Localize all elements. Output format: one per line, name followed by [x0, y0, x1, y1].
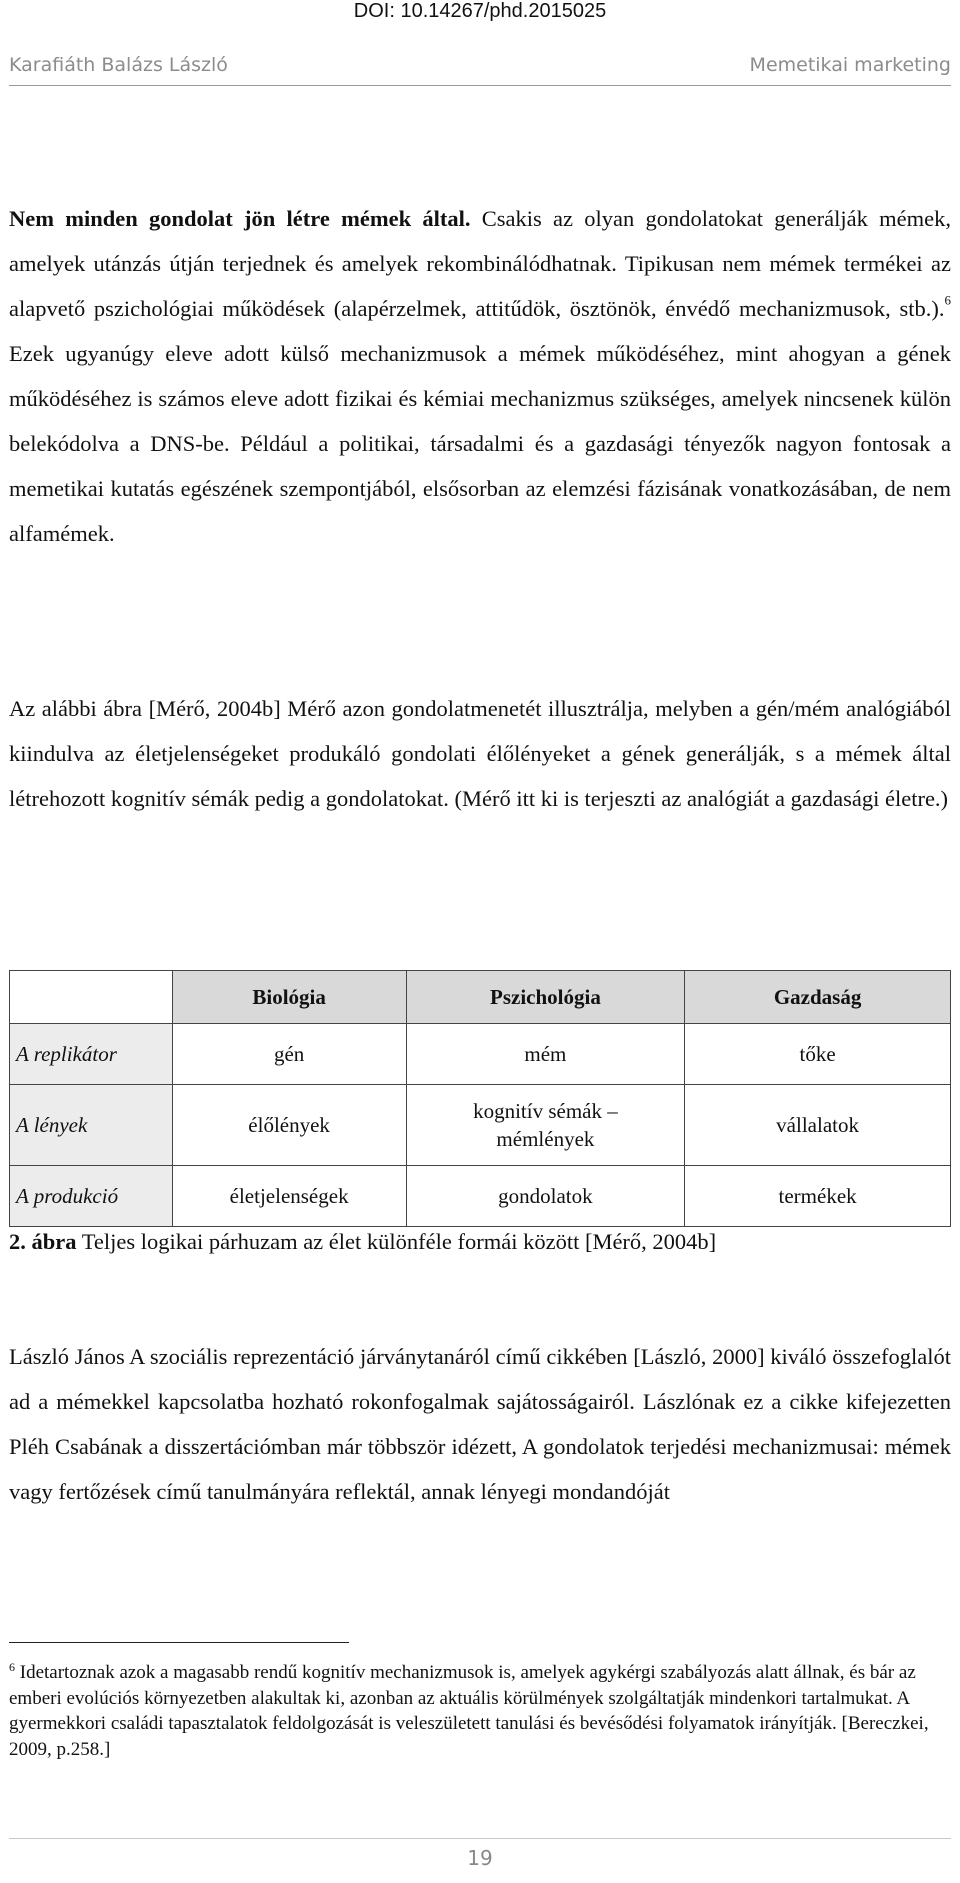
table-header-economy: Gazdaság [685, 971, 951, 1024]
paragraph-1-lead: Nem minden gondolat jön létre mémek által. [9, 206, 471, 231]
row-label: A produkció [10, 1166, 173, 1227]
footnote-text: Idetartoznak azok a magasabb rendű kognitív mechanizmusok is, amelyek agykérgi szabályozás alatt állnak, és bár az emberi evolúciós környezetben alakultak ki, azonban az aktuális körülmények szolgáltatják mindenkori tartalmukat. A gyermekkori családi tapasztalatok feldolgozását is veleszületett tanulási és bevésődési folyamatok irányítják. [Bereczkei, 2009, p.258.] [9, 1662, 929, 1760]
table-cell: vállalatok [685, 1085, 951, 1166]
paragraph-2 [9, 686, 951, 821]
header-title: Memetikai marketing [749, 54, 951, 76]
row-label: A replikátor [10, 1024, 173, 1085]
footnote-number: 6 [9, 1659, 15, 1674]
table-cell: tőke [685, 1024, 951, 1085]
table-cell-line-2: mémlények [496, 1127, 595, 1151]
table-cell [406, 1085, 685, 1166]
paragraph-1-text-b: Ezek ugyanúgy eleve adott külső mechanizmusok a mémek működéséhez, mint ahogyan a gének működéséhez is számos eleve adott fizikai és kémiai mechanizmus szükséges, amelyek nincsenek külön belekódolva a DNS-be. Például a politikai, társadalmi és a gazdasági tényezők nagyon fontosak a memetikai kutatás egészének szempontjából, elsősorban az elemzési fázisának vonatkozásában, de nem alfamémek. [9, 341, 951, 546]
row-label: A lények [10, 1085, 173, 1166]
table-cell: mém [406, 1024, 685, 1085]
table-cell: gén [172, 1024, 406, 1085]
header-rule [9, 85, 951, 86]
paragraph-1 [9, 196, 951, 556]
paragraph-3-text: László János A szociális reprezentáció járványtanáról című cikkében [László, 2000] kiváló összefoglalót ad a mémekkel kapcsolatba hozható rokonfogalmak sajátosságairól. Lászlónak ez a cikke kifejezetten Pléh Csabának a disszertációmban már többször idézett, A gondolatok terjedési mechanizmusai: mémek vagy fertőzések című tanulmányára reflektál, annak lényegi mondandóját [9, 1344, 951, 1504]
header-author: Karafiáth Balázs László [9, 54, 228, 76]
table-cell-line-1: kognitív sémák – [473, 1099, 618, 1123]
table-row [10, 1166, 951, 1227]
paragraph-3 [9, 1334, 951, 1514]
table-row [10, 1085, 951, 1166]
table-cell: termékek [685, 1166, 951, 1227]
figure-caption-text: Teljes logikai párhuzam az élet különféle formái között [Mérő, 2004b] [76, 1229, 717, 1254]
figure-caption-label: 2. ábra [9, 1229, 77, 1254]
table-header-row [10, 971, 951, 1024]
analogy-table [9, 970, 951, 1227]
table-cell: élőlények [172, 1085, 406, 1166]
figure-caption [9, 1227, 716, 1257]
table-cell: gondolatok [406, 1166, 685, 1227]
footer-rule [9, 1838, 951, 1839]
footnote-rule [9, 1642, 349, 1643]
doi-label: DOI: 10.14267/phd.2015025 [353, 0, 607, 22]
running-header [9, 54, 951, 84]
table-header-corner [10, 971, 173, 1024]
table-header-biology: Biológia [172, 971, 406, 1024]
table-row [10, 1024, 951, 1085]
table-cell: életjelenségek [172, 1166, 406, 1227]
paragraph-1-text-a: Csakis az olyan gondolatokat generálják mémek, amelyek utánzás útján terjednek és amelyek rekombinálódhatnak. Tipikusan nem mémek termékei az alapvető pszichológiai működések (alapérzelmek, attitűdök, ösztönök, énvédő mechanizmusok, stb.). [9, 206, 951, 321]
page-number: 19 [467, 1846, 493, 1870]
footnote-ref[interactable]: 6 [944, 292, 951, 308]
footnote [9, 1660, 951, 1762]
paragraph-2-text: Az alábbi ábra [Mérő, 2004b] Mérő azon gondolatmenetét illusztrálja, melyben a gén/mém analógiából kiindulva az életjelenségeket produkáló gondolati élőlényeket a gének generálják, s a mémek által létrehozott kognitív sémák pedig a gondolatokat. (Mérő itt ki is terjeszti az analógiát a gazdasági életre.) [9, 696, 951, 811]
table-header-psychology: Pszichológia [406, 971, 685, 1024]
